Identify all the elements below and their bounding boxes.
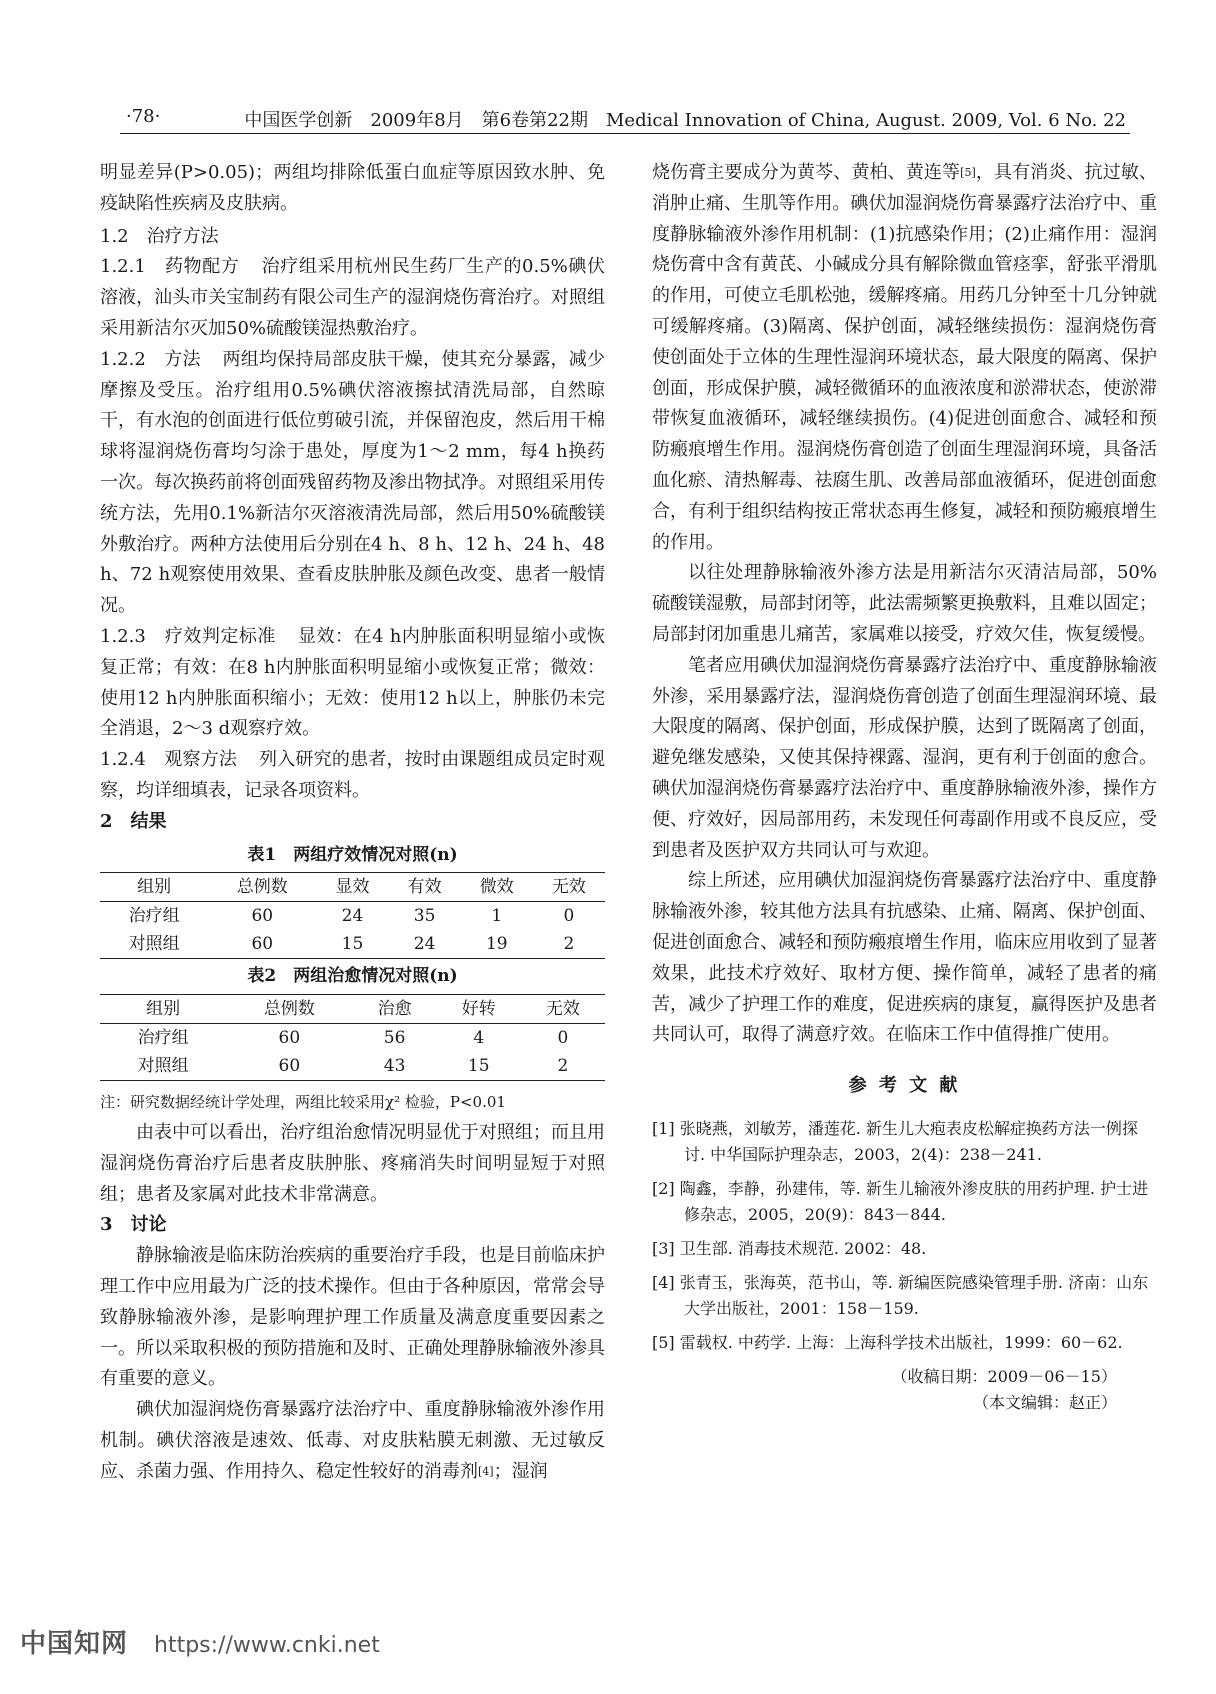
section-1-2-3 xyxy=(100,622,605,745)
table-header: 好转 xyxy=(437,995,521,1024)
table-header: 无效 xyxy=(533,873,605,902)
section-heading-3: 3 讨论 xyxy=(100,1214,167,1236)
table-cell: 治疗组 xyxy=(128,906,180,927)
page-number: ·78· xyxy=(126,106,161,127)
table-cell: 35 xyxy=(413,906,436,927)
table-cell: 24 xyxy=(341,906,364,927)
table-row xyxy=(100,902,605,931)
reference-item: [2] 陶鑫，李静，孙建伟，等. 新生儿输液外渗皮肤的用药护理. 护士进修杂志，2005，20(9)：843－844. xyxy=(652,1178,1149,1224)
page-header xyxy=(120,104,1130,134)
table-row xyxy=(100,930,605,959)
table-cell: 2 xyxy=(521,1052,605,1081)
table-header: 有效 xyxy=(389,873,461,902)
paragraph-text: ；湿润 xyxy=(493,1460,548,1482)
table-cell: 0 xyxy=(557,1028,569,1049)
subsection-text: 两组均保持局部皮肤干燥，使其充分暴露，减少摩擦及受压。治疗组用0.5%碘伏溶液擦拭清洗局部，自然晾干，有水泡的创面进行低位剪破引流，并保留泡皮，然后用干棉球将湿润烧伤膏均匀涂于患处，厚度为1～2 mm，每4 h换药一次。每次换药前将创面残留药物及渗出物拭净。对照组采用传统方法，先用0.1%新洁尔灭溶液清洗局部，然后用50%硫酸镁外敷治疗。两种方法使用后分别在4 h、8 h、12 h、24 h、48 h、72 h观察使用效果、查看皮肤肿胀及颜色改变、患者一般情况。 xyxy=(100,348,605,617)
table-cell: 对照组 xyxy=(100,1052,226,1081)
footer-watermark xyxy=(20,1623,380,1660)
paragraph: 以往处理静脉输液外渗方法是用新洁尔灭清洁局部，50%硫酸镁湿敷，局部封闭等，此法需频繁更换敷料，且难以固定；局部封闭加重患儿痛苦，家属难以接受，疗效欠佳，恢复缓慢。 xyxy=(652,562,1157,645)
references-title: 参 考 文 献 xyxy=(848,1075,961,1097)
editor-note: （本文编辑：赵正） xyxy=(972,1392,1117,1412)
table-row xyxy=(100,1024,605,1053)
table-cell: 60 xyxy=(226,1052,352,1081)
table-cell: 15 xyxy=(316,930,388,959)
table-note: 注：研究数据经统计学处理，两组比较采用χ² 检验，P<0.01 xyxy=(100,1093,506,1112)
section-heading-1-2: 1.2 治疗方法 xyxy=(100,225,219,247)
subsection-heading: 1.2.2 方法 xyxy=(100,348,201,370)
subsection-heading: 1.2.4 观察方法 xyxy=(100,749,238,771)
table-header: 无效 xyxy=(521,995,605,1024)
cnki-logo: 中国知网 xyxy=(20,1629,129,1659)
table-cell: 15 xyxy=(437,1052,521,1081)
table-cell: 对照组 xyxy=(100,930,208,959)
table-header: 微效 xyxy=(461,873,533,902)
subsection-text: 显效：在4 h内肿胀面积明显缩小或恢复正常；有效：在8 h内肿胀面积明显缩小或恢复正常；微效：使用12 h内肿胀面积缩小；无效：使用12 h以上，肿胀仍未完全消退，2～3 d观察疗效。 xyxy=(100,625,605,740)
right-column xyxy=(652,158,1157,1416)
table1 xyxy=(100,872,605,959)
paragraph-text: 碘伏加湿润烧伤膏暴露疗法治疗中、重度静脉输液外渗作用机制。碘伏溶液是速效、低毒、对皮肤粘膜无刺激、无过敏反应、杀菌力强、作用持久、稳定性较好的消毒剂 xyxy=(100,1399,605,1482)
paragraph: 静脉输液是临床防治疾病的重要治疗手段，也是目前临床护理工作中应用最为广泛的技术操作。但由于各种原因，常常会导致静脉输液外渗，是影响理护理工作质量及满意度重要因素之一。所以采取积极的预防措施和及时、正确处理静脉输液外渗具有重要的意义。 xyxy=(100,1245,605,1390)
subsection-heading: 1.2.3 疗效判定标准 xyxy=(100,625,276,647)
paragraph-text: 烧伤膏主要成分为黄芩、黄柏、黄连等 xyxy=(652,162,961,183)
section-heading-2: 2 结果 xyxy=(100,810,167,832)
citation: [5] xyxy=(960,166,976,179)
section-1-2-2 xyxy=(100,345,605,622)
table-cell: 治疗组 xyxy=(137,1028,189,1049)
citation: [4] xyxy=(478,1464,494,1478)
paragraph xyxy=(652,158,1157,558)
table-row xyxy=(100,1052,605,1081)
table-cell: 0 xyxy=(563,906,575,927)
reference-item: [1] 张晓燕，刘敏芳，潘莲花. 新生儿大疱表皮松解症换药方法一例探讨. 中华国际护理杂志，2003，2(4)：238－241. xyxy=(652,1118,1138,1164)
table-cell: 60 xyxy=(208,930,316,959)
table-header: 总例数 xyxy=(208,873,316,902)
table-cell: 1 xyxy=(491,906,503,927)
reference-item: [4] 张青玉，张海英，范书山，等. 新编医院感染管理手册. 济南：山东大学出版社，2001：158－159. xyxy=(652,1272,1149,1318)
table2 xyxy=(100,994,605,1081)
subsection-heading: 1.2.1 药物配方 xyxy=(100,256,240,278)
table1-title: 表1 两组疗效情况对照(n) xyxy=(247,844,458,865)
subsection-text: 列入研究的患者，按时由课题组成员定时观察，均详细填表，记录各项资料。 xyxy=(100,749,605,801)
table-cell: 60 xyxy=(278,1028,301,1049)
reference-item: [5] 雷载权. 中药学. 上海：上海科学技术出版社，1999：60－62. xyxy=(652,1332,1123,1352)
table-header: 组别 xyxy=(100,873,208,902)
paragraph: 由表中可以看出，治疗组治愈情况明显优于对照组；而且用湿润烧伤膏治疗后患者皮肤肿胀、疼痛消失时间明显短于对照组；患者及家属对此技术非常满意。 xyxy=(100,1121,605,1205)
left-column xyxy=(100,158,605,1487)
table-cell: 2 xyxy=(533,930,605,959)
table-header: 显效 xyxy=(316,873,388,902)
table-cell: 60 xyxy=(251,906,274,927)
table-cell: 4 xyxy=(473,1028,485,1049)
paragraph: 综上所述，应用碘伏加湿润烧伤膏暴露疗法治疗中、重度静脉输液外渗，较其他方法具有抗感染、止痛、隔离、保护创面、促进创面愈合、减轻和预防瘢痕增生作用，临床应用收到了显著效果，此技术疗效好、取材方便、操作简单，减轻了患者的痛苦，减少了护理工作的难度，促进疾病的康复，赢得医护及患者共同认可，取得了满意疗效。在临床工作中值得推广使用。 xyxy=(652,870,1157,1046)
section-1-2-1 xyxy=(100,252,605,344)
subsection-text: 治疗组采用杭州民生药厂生产的0.5%碘伏溶液，汕头市关宝制药有限公司生产的湿润烧伤膏治疗。对照组采用新洁尔灭加50%硫酸镁湿热敷治疗。 xyxy=(100,256,605,339)
paragraph: 笔者应用碘伏加湿润烧伤膏暴露疗法治疗中、重度静脉输液外渗，采用暴露疗法，湿润烧伤膏创造了创面生理湿润环境、最大限度的隔离、保护创面，形成保护膜，达到了既隔离了创面，避免继发感染，又使其保持裸露、湿润，更有利于创面的愈合。碘伏加湿润烧伤膏暴露疗法治疗中、重度静脉输液外渗，操作方便、疗效好，因局部用药，未发现任何毒副作用或不良反应，受到患者及医护双方共同认可与欢迎。 xyxy=(652,654,1157,861)
received-date: （收稿日期：2009－06－15） xyxy=(891,1366,1117,1386)
reference-item: [3] 卫生部. 消毒技术规范. 2002：48. xyxy=(652,1238,927,1258)
table-cell: 56 xyxy=(383,1028,406,1049)
table2-title: 表2 两组治愈情况对照(n) xyxy=(247,966,458,987)
cnki-url[interactable]: https://www.cnki.net xyxy=(154,1633,380,1658)
table-header: 总例数 xyxy=(226,995,352,1024)
journal-info: 中国医学创新 2009年8月 第6卷第22期 Medical Innovation of China, August. 2009, Vol. 6 No. 22 xyxy=(244,110,1126,131)
paragraph: 明显差异(P>0.05)；两组均排除低蛋白血症等原因致水肿、免疫缺陷性疾病及皮肤病。 xyxy=(100,162,605,214)
table-cell: 43 xyxy=(353,1052,437,1081)
paragraph xyxy=(100,1395,605,1487)
table-header: 组别 xyxy=(100,995,226,1024)
section-1-2-4 xyxy=(100,745,605,807)
paragraph-text: ，具有消炎、抗过敏、消肿止痛、生肌等作用。碘伏加湿润烧伤膏暴露疗法治疗中、重度静脉输液外渗作用机制：(1)抗感染作用；(2)止痛作用：湿润烧伤膏中含有黄芪、小碱成分具有解除微血管痉挛，舒张平滑肌的作用，可使立毛肌松弛，缓解疼痛。用药几分钟至十几分钟就可缓解疼痛。(3)隔离、保护创面，减轻继续损伤：湿润烧伤膏使创面处于立体的生理性湿润环境状态，最大限度的隔离、保护创面，形成保护膜，减轻微循环的血液浓度和淤滞状态，使淤滞带恢复血液循环，减轻继续损伤。(4)促进创面愈合、减轻和预防瘢痕增生作用。湿润烧伤膏创造了创面生理湿润环境，具备活血化瘀、清热解毒、祛腐生肌、改善局部血液循环，促进创面愈合，有利于组织结构按正常状态再生修复，减轻和预防瘢痕增生的作用。 xyxy=(652,162,1158,553)
table-cell: 24 xyxy=(389,930,461,959)
table-cell: 19 xyxy=(461,930,533,959)
table-header: 治愈 xyxy=(353,995,437,1024)
